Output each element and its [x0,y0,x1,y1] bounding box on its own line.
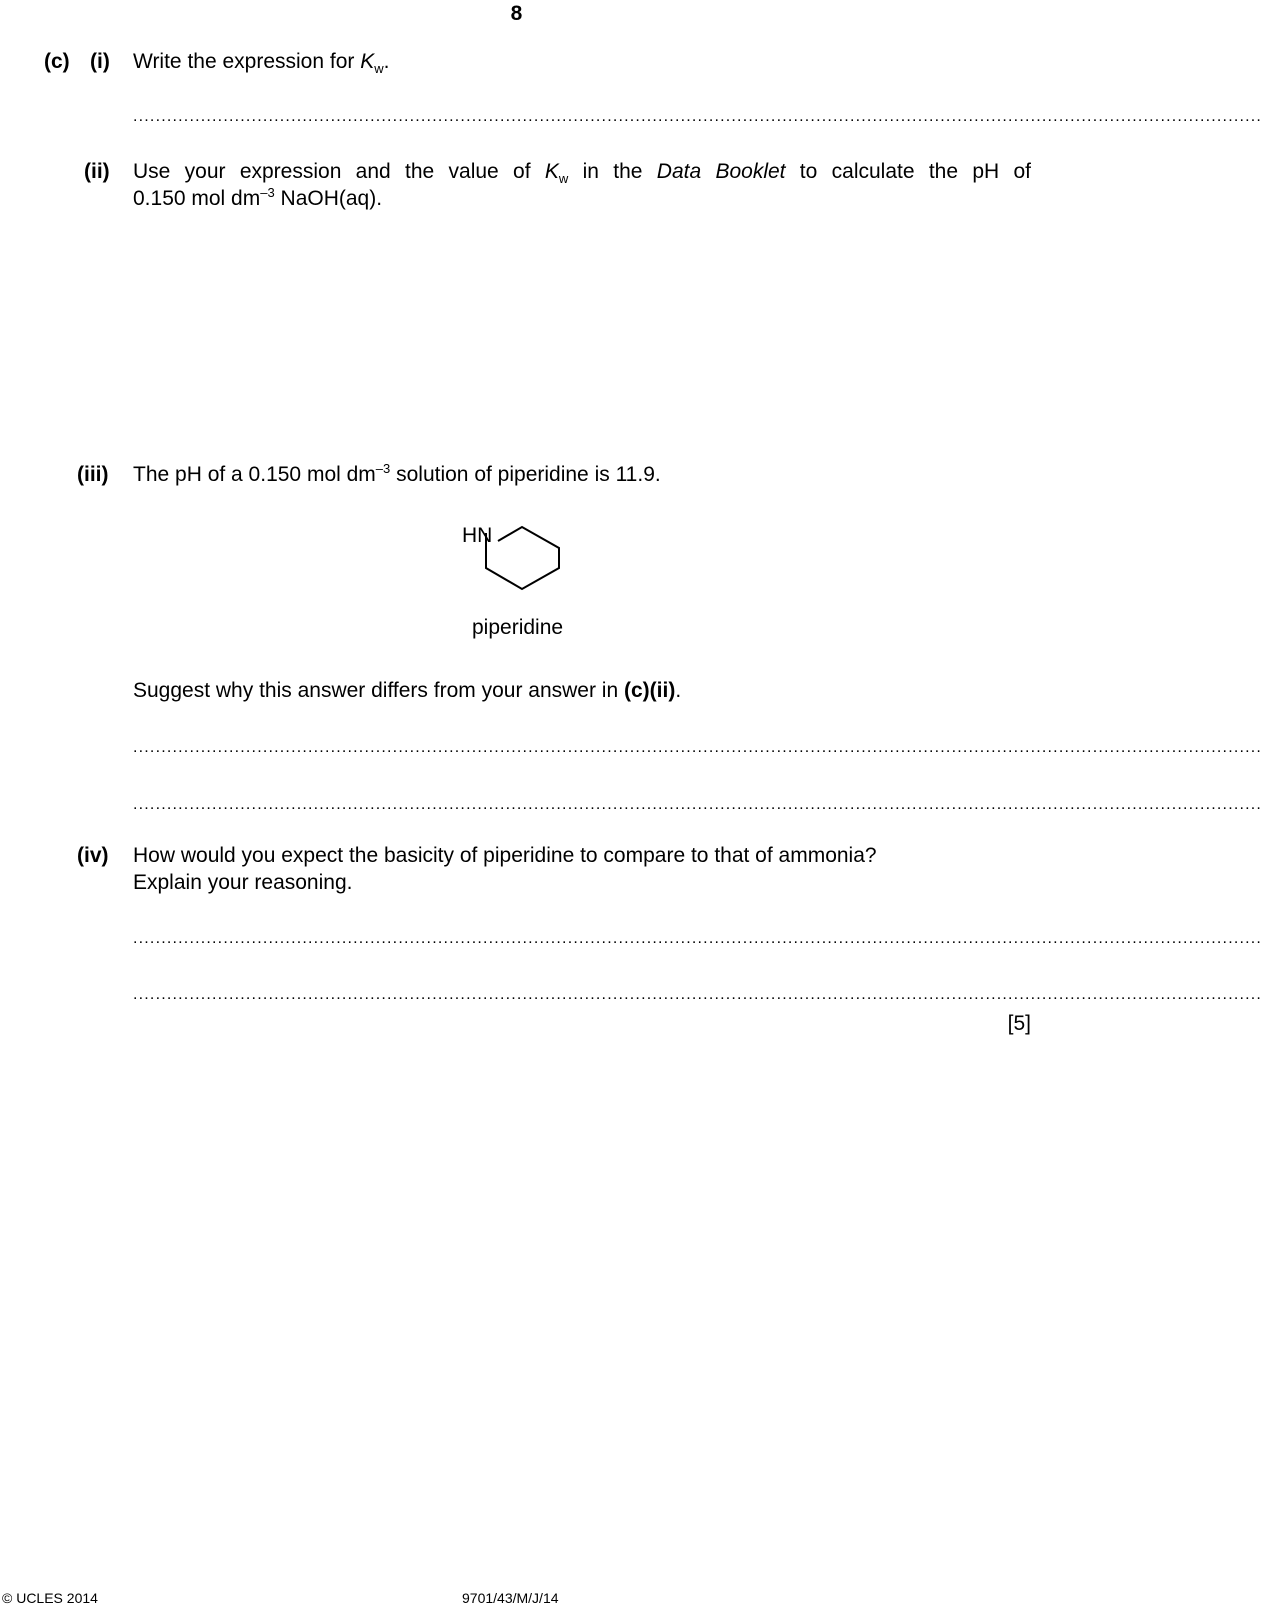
marks: [5] [1007,1012,1031,1035]
page-number: 8 [510,2,523,25]
kw-symbol: K [360,50,375,73]
part-c-ii-label: (ii) [84,160,110,183]
kw-symbol: K [544,160,559,183]
part-c-iii-text: The pH of a 0.150 mol dm [133,463,376,486]
part-c-ii-line2 [133,185,382,212]
footer-paper-code: 9701/43/M/J/14 [462,1590,559,1606]
part-c-iii-text-after: solution of piperidine is 11.9. [390,463,661,486]
suggest-text: Suggest why this answer differs from your answer in [133,679,624,702]
part-c-iv-line2: Explain your reasoning. [133,871,353,894]
part-c-ii-text1: Use your expression and the value of [133,160,545,183]
structure-name: piperidine [472,616,564,639]
naoh-text: NaOH(aq). [274,187,383,210]
part-c-i-question [133,48,389,75]
answer-line-iv-2[interactable]: ........................................................................................................................................................................................................ [133,986,1262,1003]
answer-line-iii-1[interactable]: ........................................................................................................................................................................................................ [133,739,1262,756]
concentration-text: 0.150 mol dm [133,187,261,210]
footer-copyright: © UCLES 2014 [2,1590,98,1606]
data-booklet-title: Data Booklet [656,160,786,183]
part-c-i-period: . [383,50,390,73]
part-c-i-text: Write the expression for [133,50,361,73]
suggest-reference: (c)(ii) [624,679,676,702]
concentration-exponent: –3 [375,461,391,476]
answer-line-i[interactable]: ........................................................................................................................................................................................................ [133,108,1262,125]
kw-subscript: w [374,61,384,77]
piperidine-ring [486,527,559,589]
suggest-period: . [675,679,682,702]
part-c-iv-label: (iv) [77,844,109,867]
part-c-label: (c) [44,50,70,73]
part-c-iii-label: (iii) [77,463,109,486]
kw-subscript: w [558,171,569,187]
part-c-iii-question [133,461,661,488]
part-c-ii-line1 [133,158,1031,185]
piperidine-structure [455,505,585,605]
concentration-exponent: –3 [260,185,275,200]
answer-line-iii-2[interactable]: ........................................................................................................................................................................................................ [133,796,1262,813]
part-c-iii-suggest [133,677,681,704]
part-c-ii-text2: in the [568,160,657,183]
answer-line-iv-1[interactable]: ........................................................................................................................................................................................................ [133,930,1262,947]
part-c-iv-line1: How would you expect the basicity of piperidine to compare to that of ammonia? [133,844,877,867]
part-c-i-label: (i) [90,50,110,73]
hn-atom-label: HN [462,524,493,547]
part-c-ii-text3: to calculate the pH of [785,160,1032,183]
